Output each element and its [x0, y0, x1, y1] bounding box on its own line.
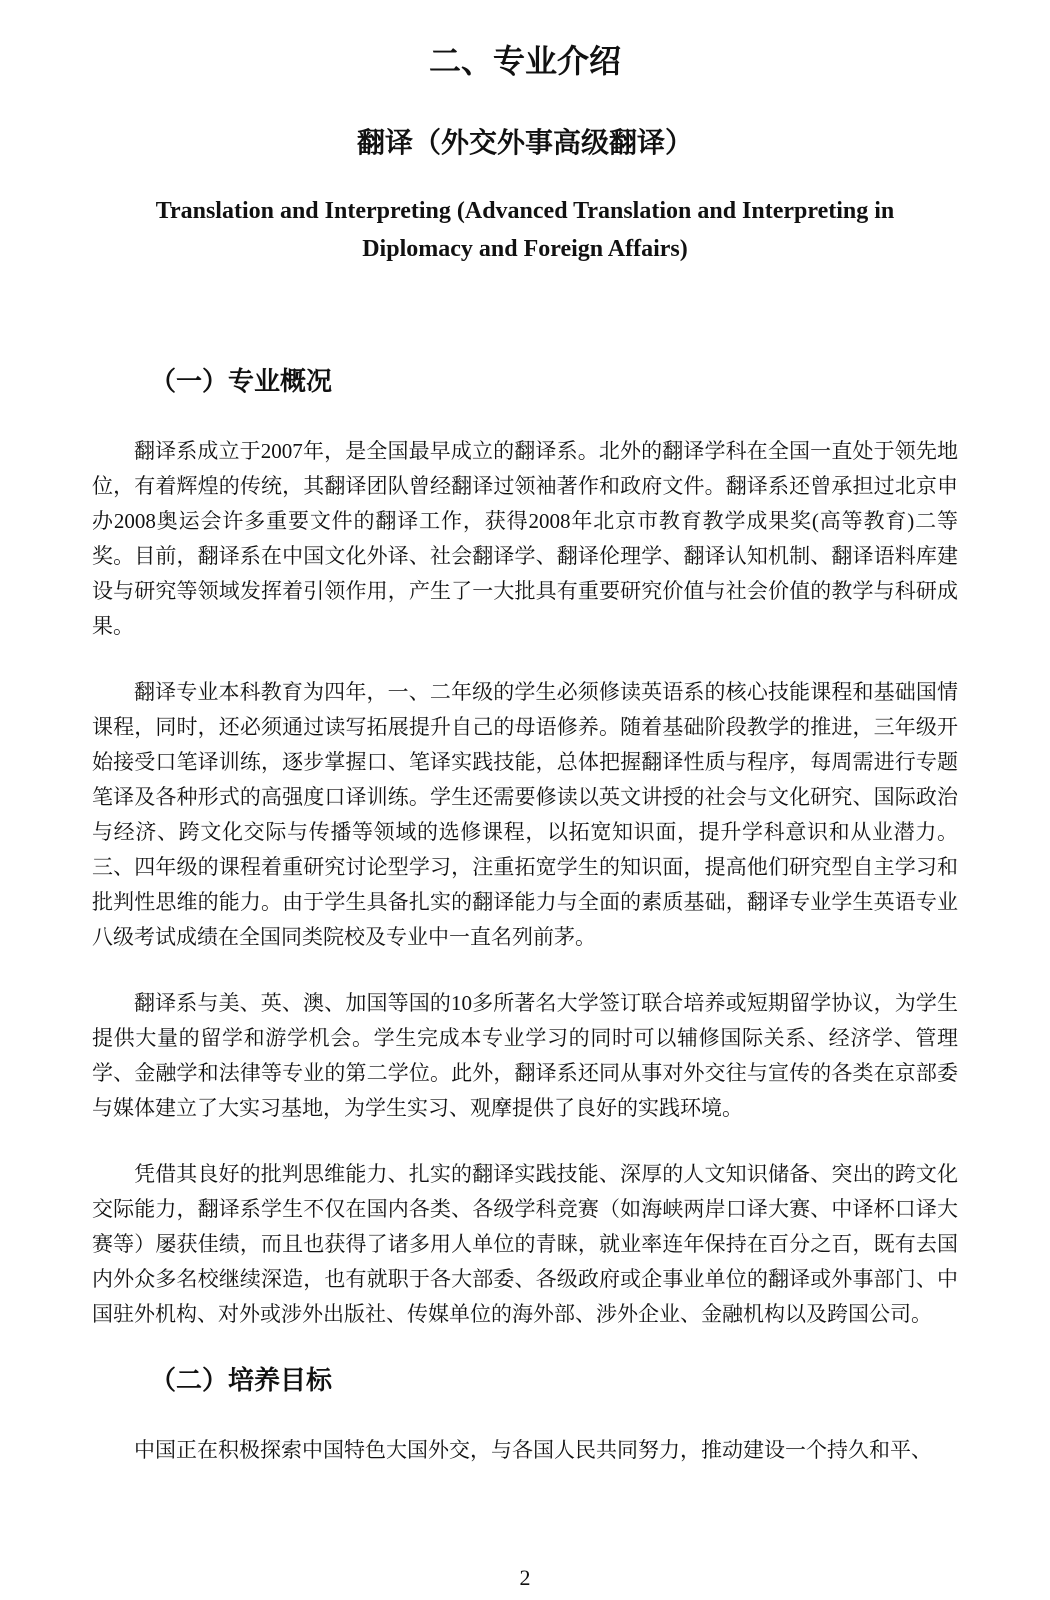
- major-title-en: Translation and Interpreting (Advanced Translation and Interpreting in Diplomacy and Foreign Affairs): [155, 198, 895, 262]
- section-heading-training-goals: （二）培养目标: [150, 1365, 333, 1395]
- page-number: 2: [519, 1565, 531, 1590]
- overview-paragraph-2: 翻译专业本科教育为四年，一、二年级的学生必须修读英语系的核心技能课程和基础国情课程，同时，还必须通过读写拓展提升自己的母语修养。随着基础阶段教学的推进，三年级开始接受口笔译训练，逐步掌握口、笔译实践技能，总体把握翻译性质与程序，每周需进行专题笔译及各种形式的高强度口译训练。学生还需要修读以英文讲授的社会与文化研究、国际政治与经济、跨文化交际与传播等领域的选修课程，以拓宽知识面，提升学科意识和从业潜力。三、四年级的课程着重研究讨论型学习，注重拓宽学生的知识面，提高他们研究型自主学习和批判性思维的能力。由于学生具备扎实的翻译能力与全面的素质基础，翻译专业学生英语专业八级考试成绩在全国同类院校及专业中一直名列前茅。: [92, 680, 958, 949]
- overview-paragraph-4: 凭借其良好的批判思维能力、扎实的翻译实践技能、深厚的人文知识储备、突出的跨文化交际能力，翻译系学生不仅在国内各类、各级学科竞赛（如海峡两岸口译大赛、中译杯口译大赛等）屡获佳绩，而且也获得了诸多用人单位的青睐，就业率连年保持在百分之百，既有去国内外众多名校继续深造，也有就职于各大部委、各级政府或企事业单位的翻译或外事部门、中国驻外机构、对外或涉外出版社、传媒单位的海外部、涉外企业、金融机构以及跨国公司。: [92, 1162, 958, 1326]
- chapter-title: 二、专业介绍: [428, 43, 621, 79]
- training-goals-paragraph-1: 中国正在积极探索中国特色大国外交，与各国人民共同努力，推动建设一个持久和平、: [134, 1438, 932, 1462]
- overview-paragraph-1: 翻译系成立于2007年，是全国最早成立的翻译系。北外的翻译学科在全国一直处于领先地位，有着辉煌的传统，其翻译团队曾经翻译过领袖著作和政府文件。翻译系还曾承担过北京申办2008奥运会许多重要文件的翻译工作，获得2008年北京市教育教学成果奖(高等教育)二等奖。目前，翻译系在中国文化外译、社会翻译学、翻译伦理学、翻译认知机制、翻译语料库建设与研究等领域发挥着引领作用，产生了一大批具有重要研究价值与社会价值的教学与科研成果。: [92, 439, 958, 638]
- major-title-zh: 翻译（外交外事高级翻译）: [356, 127, 693, 158]
- overview-paragraph-3: 翻译系与美、英、澳、加国等国的10多所著名大学签订联合培养或短期留学协议，为学生提供大量的留学和游学机会。学生完成本专业学习的同时可以辅修国际关系、经济学、管理学、金融学和法律等专业的第二学位。此外，翻译系还同从事对外交往与宣传的各类在京部委与媒体建立了大实习基地，为学生实习、观摩提供了良好的实践环境。: [92, 991, 958, 1120]
- section-heading-overview: （一）专业概况: [150, 366, 333, 396]
